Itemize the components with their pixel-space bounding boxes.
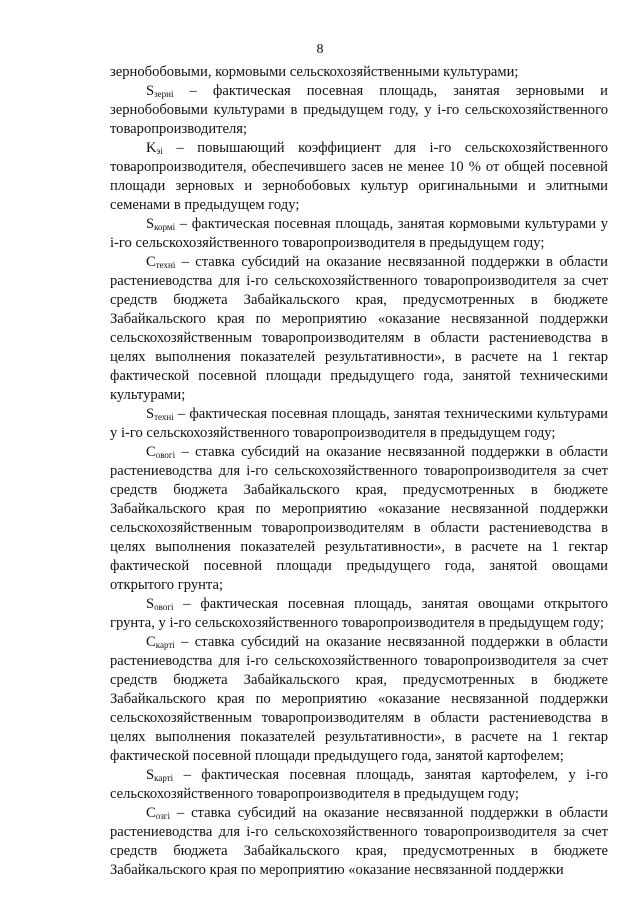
variable-symbol: S bbox=[146, 216, 155, 232]
paragraph bbox=[110, 215, 608, 253]
paragraph bbox=[110, 63, 608, 82]
variable-subscript: кормi bbox=[154, 222, 176, 232]
paragraph-text: – ставка субсидий на оказание несвязанной поддержки в области растениеводства для i-го сельскохозяйственного товаропроизводителя за счет средств бюджета Забайкальского края, предусмотренных в бюджете Забайкальского края по мероприятию «оказание несвязанной поддержки сельскохозяйственным товаропроизводителям в области растениеводства в целях выполнения показателей результативности», в расчете на 1 гектар фактической посевной площади предыдущего года, занятой овощами открытого грунта; bbox=[110, 444, 608, 593]
paragraph bbox=[110, 82, 608, 139]
variable-symbol: S bbox=[146, 83, 155, 99]
body-text bbox=[110, 63, 608, 880]
paragraph bbox=[110, 633, 608, 766]
paragraph bbox=[110, 405, 608, 443]
variable-subscript: технi bbox=[155, 260, 176, 270]
paragraph bbox=[110, 443, 608, 595]
paragraph-text: зернобобовыми, кормовыми сельскохозяйственными культурами; bbox=[110, 64, 519, 80]
variable-subscript: овогi bbox=[155, 450, 176, 460]
variable-symbol: C bbox=[146, 254, 156, 270]
variable-symbol: S bbox=[146, 596, 155, 612]
page-number: 8 bbox=[316, 42, 324, 57]
variable-symbol: S bbox=[146, 406, 155, 422]
variable-symbol: C bbox=[146, 634, 156, 650]
variable-subscript: зернi bbox=[154, 89, 174, 99]
paragraph-text: – повышающий коэффициент для i-го сельскохозяйственного товаропроизводителя, обеспечившего засев не менее 10 % от общей посевной площади зерновых и зернобобовых культур оригинальными и элитными семенами в предыдущем году; bbox=[110, 140, 608, 213]
variable-symbol: C bbox=[146, 444, 156, 460]
variable-symbol: S bbox=[146, 767, 155, 783]
paragraph bbox=[110, 253, 608, 405]
variable-subscript: картi bbox=[155, 640, 175, 650]
paragraph bbox=[110, 766, 608, 804]
paragraph bbox=[110, 139, 608, 215]
paragraph-text: – фактическая посевная площадь, занятая зерновыми и зернобобовыми культурами в предыдущем году, у i-го сельскохозяйственного товаропроизводителя; bbox=[110, 83, 608, 137]
variable-subscript: овогi bbox=[154, 602, 174, 612]
variable-symbol: K bbox=[146, 140, 157, 156]
variable-subscript: картi bbox=[154, 773, 174, 783]
paragraph-text: – ставка субсидий на оказание несвязанной поддержки в области растениеводства для i-го сельскохозяйственного товаропроизводителя за счет средств бюджета Забайкальского края, предусмотренных в бюджете Забайкальского края по мероприятию «оказание несвязанной поддержки сельскохозяйственным товаропроизводителям в области растениеводства в целях выполнения показателей результативности», в расчете на 1 гектар фактической посевной площади предыдущего года, занятой картофелем; bbox=[110, 634, 608, 764]
variable-subscript: озгi bbox=[155, 811, 170, 821]
variable-subscript: технi bbox=[154, 412, 174, 422]
paragraph-text: – фактическая посевная площадь, занятая кормовыми культурами у i-го сельскохозяйственного товаропроизводителя в предыдущем году; bbox=[110, 216, 608, 251]
paragraph bbox=[110, 595, 608, 633]
paragraph-text: – фактическая посевная площадь, занятая техническими культурами у i-го сельскохозяйственного товаропроизводителя в предыдущем году; bbox=[110, 406, 608, 441]
paragraph-text: – ставка субсидий на оказание несвязанной поддержки в области растениеводства для i-го сельскохозяйственного товаропроизводителя за счет средств бюджета Забайкальского края, предусмотренных в бюджете Забайкальского края по мероприятию «оказание несвязанной поддержки сельскохозяйственным товаропроизводителям в области растениеводства в целях выполнения показателей результативности», в расчете на 1 гектар фактической посевной площади предыдущего года, занятой техническими культурами; bbox=[110, 254, 608, 403]
variable-symbol: C bbox=[146, 805, 156, 821]
paragraph-text: – ставка субсидий на оказание несвязанной поддержки в области растениеводства для i-го сельскохозяйственного товаропроизводителя за счет средств бюджета Забайкальского края, предусмотренных в бюджете Забайкальского края по мероприятию «оказание несвязанной поддержки bbox=[110, 805, 608, 878]
variable-subscript: эi bbox=[156, 146, 163, 156]
paragraph bbox=[110, 804, 608, 880]
paragraph-text: – фактическая посевная площадь, занятая овощами открытого грунта, у i-го сельскохозяйственного товаропроизводителя в предыдущем году; bbox=[110, 596, 608, 631]
paragraph-text: – фактическая посевная площадь, занятая картофелем, у i-го сельскохозяйственного товаропроизводителя в предыдущем году; bbox=[110, 767, 608, 802]
